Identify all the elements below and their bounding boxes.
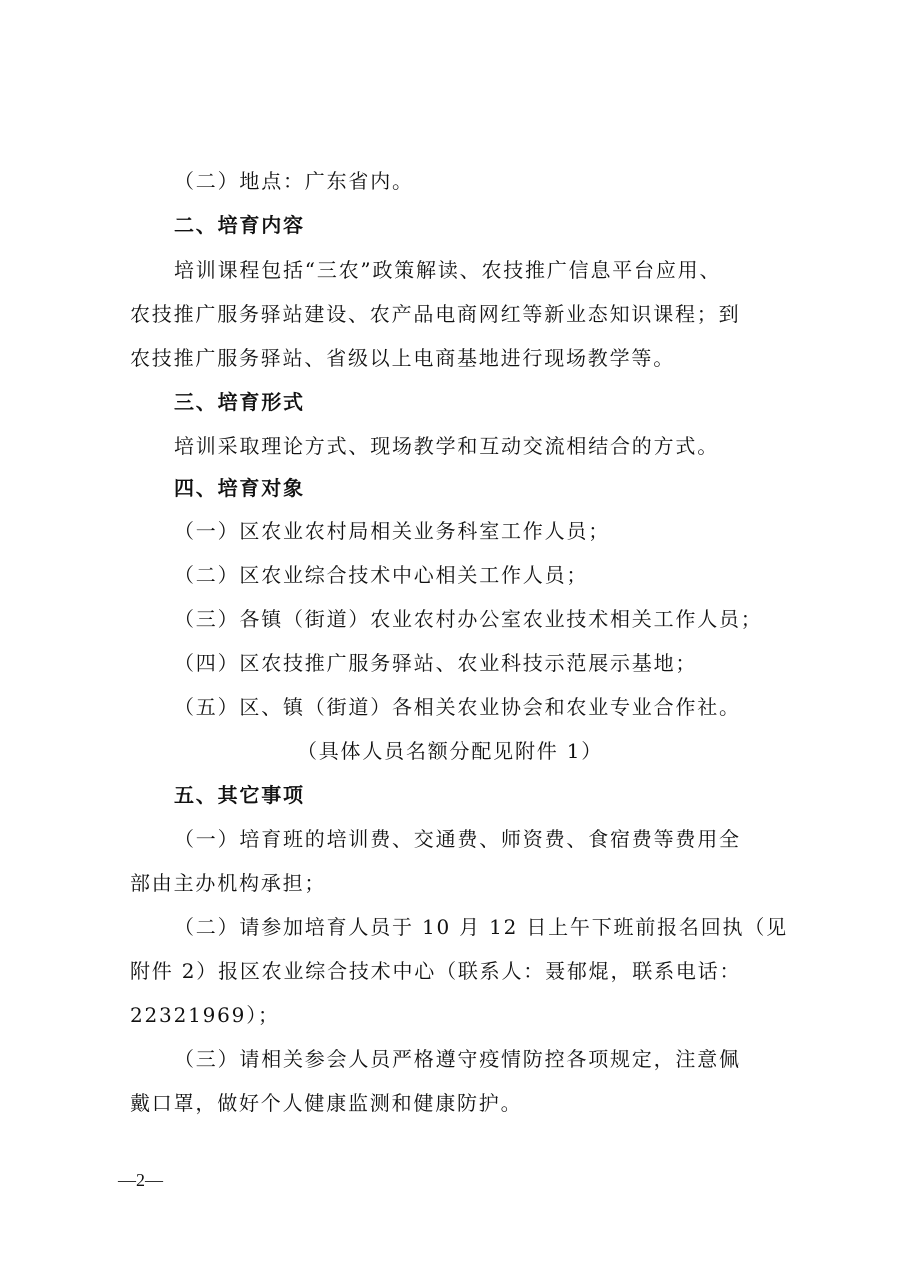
other-item-line: （三）请相关参会人员严格遵守疫情防控各项规定，注意佩 xyxy=(174,1047,741,1071)
content-paragraph-line: 农技推广服务驿站建设、农产品电商网红等新业态知识课程；到 xyxy=(130,302,741,326)
other-item-line: 部由主办机构承担； xyxy=(130,871,327,895)
other-item-line: 附件 2）报区农业综合技术中心（联系人：聂郁焜，联系电话： xyxy=(130,959,742,983)
audience-item: （四）区农技推广服务驿站、农业科技示范展示基地； xyxy=(174,651,698,675)
section-heading-audience: 四、培育对象 xyxy=(174,476,305,500)
audience-item: （二）区农业综合技术中心相关工作人员； xyxy=(174,563,589,587)
other-item-line: （一）培育班的培训费、交通费、师资费、食宿费等费用全 xyxy=(174,827,741,851)
other-item-line: 22321969）； xyxy=(130,1003,280,1027)
content-paragraph-line: 农技推广服务驿站、省级以上电商基地进行现场教学等。 xyxy=(130,346,675,370)
audience-item: （一）区农业农村局相关业务科室工作人员； xyxy=(174,519,610,543)
page-number: —2— xyxy=(118,1170,163,1190)
other-item-line: （二）请参加培育人员于 10 月 12 日上午下班前报名回执（见 xyxy=(174,915,788,939)
section-heading-format: 三、培育形式 xyxy=(174,390,305,414)
other-item-line: 戴口罩，做好个人健康监测和健康防护。 xyxy=(130,1091,523,1115)
location-line: （二）地点：广东省内。 xyxy=(174,169,414,193)
audience-item: （三）各镇（街道）农业农村办公室农业技术相关工作人员； xyxy=(174,607,763,631)
section-heading-other: 五、其它事项 xyxy=(174,783,305,807)
content-paragraph-line: 培训课程包括“三农”政策解读、农技推广信息平台应用、 xyxy=(174,258,722,282)
section-heading-content: 二、培育内容 xyxy=(174,213,305,237)
format-paragraph: 培训采取理论方式、现场教学和互动交流相结合的方式。 xyxy=(174,434,719,458)
quota-note: （具体人员名额分配见附件 1） xyxy=(296,739,604,763)
audience-item: （五）区、镇（街道）各相关农业协会和农业专业合作社。 xyxy=(174,695,741,719)
